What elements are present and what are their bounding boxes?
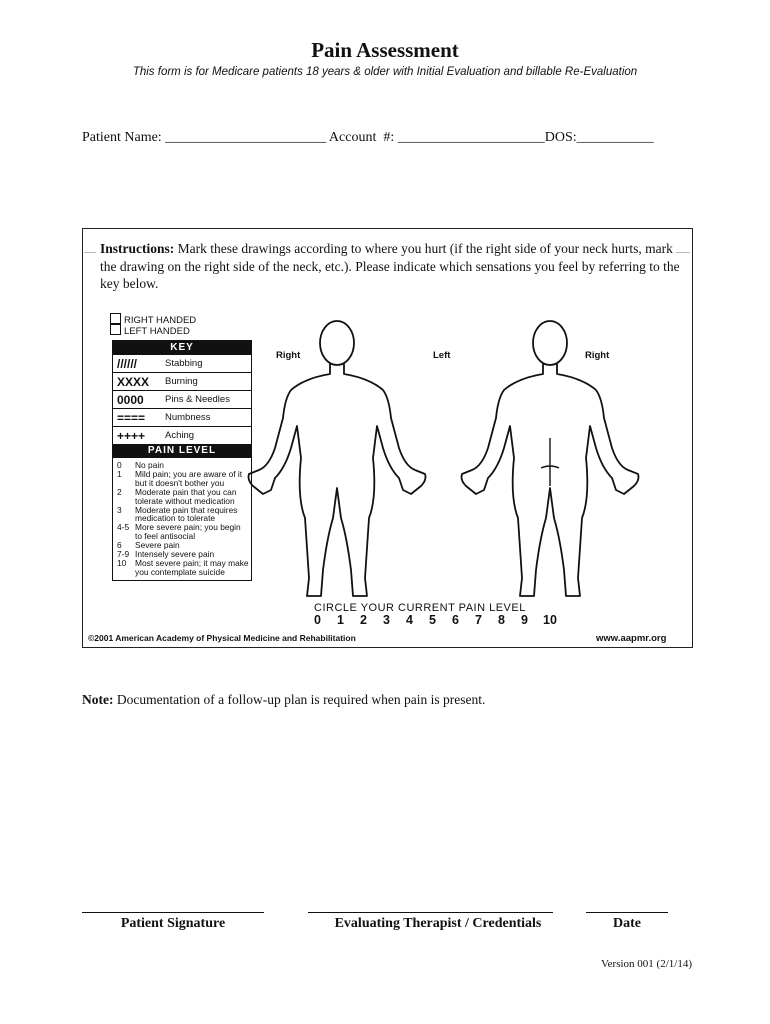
page-subtitle: This form is for Medicare patients 18 years & older with Initial Evaluation and billable Re-Evaluation (132, 66, 638, 78)
instructions-text: Mark these drawings according to where you hurt (if the right side of your neck hurts, mark the drawing on the right side of the neck, etc.). Please indicate which sensations you feel by referring to the key below. (100, 241, 680, 291)
pain-level-title: PAIN LEVEL (113, 444, 251, 458)
pain-scale-option[interactable]: 7 (475, 613, 482, 627)
front-right-label: Right (276, 350, 301, 361)
pain-scale-option[interactable]: 6 (452, 613, 459, 627)
key-label: Burning (165, 376, 198, 387)
key-row (113, 409, 251, 427)
pain-scale-option[interactable]: 4 (406, 613, 413, 627)
instructions-label: Instructions: (100, 241, 175, 256)
key-label: Aching (165, 430, 195, 441)
pain-scale-option[interactable]: 1 (337, 613, 344, 627)
pain-level-item: 7-9 Intensely severe pain (117, 549, 215, 560)
pain-level-item: 3 Moderate pain that requires medication to tolerate (117, 504, 238, 524)
date-label: Date (613, 916, 641, 931)
date-line[interactable] (586, 912, 668, 913)
key-label: Numbness (165, 412, 211, 423)
pain-level-item: 0 No pain (117, 460, 164, 470)
pain-scale-option[interactable]: 0 (314, 613, 321, 627)
pain-key-legend (112, 340, 252, 581)
pins-needles-symbol: 0000 (117, 392, 144, 407)
stabbing-symbol: ////// (117, 356, 138, 371)
key-row (113, 373, 251, 391)
back-body-figure[interactable] (462, 321, 639, 596)
pain-level-item: 2 Moderate pain that you can tolerate without medication (117, 486, 237, 506)
key-label: Pins & Needles (165, 394, 230, 405)
left-handed-option[interactable] (110, 324, 190, 337)
pain-scale-option[interactable]: 5 (429, 613, 436, 627)
body-diagram[interactable] (245, 318, 685, 608)
pain-level-item: 6 Severe pain (117, 540, 180, 551)
note-paragraph (82, 692, 485, 708)
key-row (113, 355, 251, 373)
key-label: Stabbing (165, 358, 203, 369)
note-text: Documentation of a follow-up plan is required when pain is present. (113, 692, 486, 707)
pain-scale[interactable] (306, 613, 564, 627)
page-title: Pain Assessment (311, 38, 459, 62)
left-handed-checkbox[interactable] (110, 324, 121, 335)
pain-level-list (113, 458, 251, 580)
aching-symbol: ++++ (117, 428, 146, 443)
website-text: www.aapmr.org (596, 633, 667, 644)
back-right-label: Right (585, 350, 610, 361)
patient-signature-label: Patient Signature (120, 916, 226, 931)
burning-symbol: XXXX (117, 374, 150, 389)
back-left-label: Left (433, 350, 451, 361)
patient-signature-line[interactable] (82, 912, 264, 913)
key-title: KEY (113, 341, 251, 355)
therapist-signature-line[interactable] (308, 912, 553, 913)
pain-level-item: 10 Most severe pain; it may make you contemplate suicide (117, 557, 249, 577)
instructions-paragraph (100, 240, 680, 293)
numbness-symbol: ==== (117, 410, 146, 425)
pain-level-item: 4-5 More severe pain; you begin to feel antisocial (117, 522, 241, 542)
pain-scale-option[interactable]: 2 (360, 613, 367, 627)
copyright-text: ©2001 American Academy of Physical Medicine and Rehabilitation (88, 633, 356, 643)
pain-scale-label: CIRCLE YOUR CURRENT PAIN LEVEL (314, 602, 526, 614)
pain-scale-option[interactable]: 10 (543, 613, 557, 627)
left-handed-label: LEFT HANDED (124, 326, 190, 337)
pain-scale-option[interactable]: 8 (498, 613, 505, 627)
divider (84, 252, 96, 253)
note-label: Note: (82, 692, 114, 707)
key-row (113, 391, 251, 409)
pain-scale-option[interactable]: 9 (521, 613, 528, 627)
therapist-signature-label: Evaluating Therapist / Credentials (334, 916, 542, 931)
pain-level-item: 1 Mild pain; you are aware of it but it doesn't bother you (117, 468, 243, 488)
pain-scale-option[interactable]: 3 (383, 613, 390, 627)
key-row (113, 427, 251, 444)
right-handed-label: RIGHT HANDED (124, 315, 197, 326)
front-body-figure[interactable] (249, 321, 426, 596)
patient-info-line[interactable]: Patient Name: _______________________ Account #: _____________________DOS:___________ (82, 130, 654, 145)
right-handed-checkbox[interactable] (110, 313, 121, 324)
version-text: Version 001 (2/1/14) (600, 958, 692, 970)
